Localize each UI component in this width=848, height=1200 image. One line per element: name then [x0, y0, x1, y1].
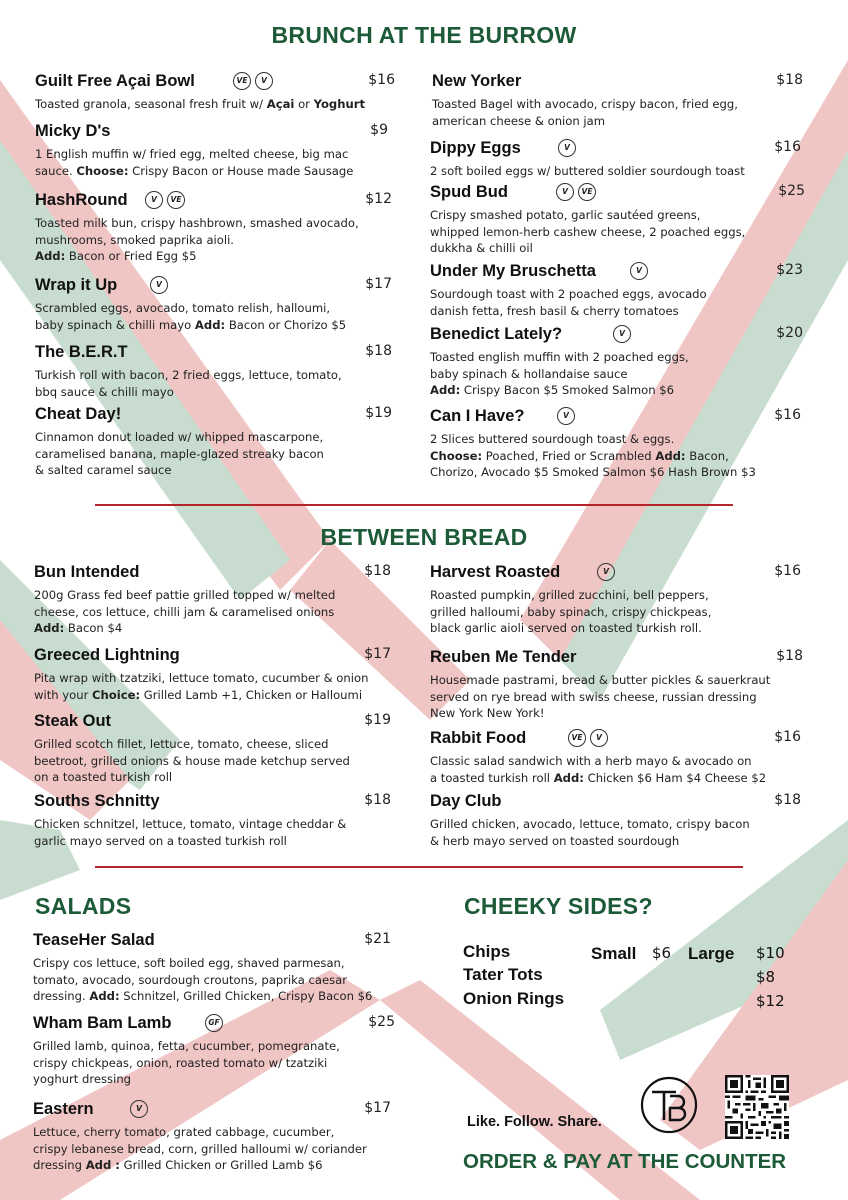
menu-item-price: $25: [368, 1014, 395, 1030]
description-line: [430, 705, 803, 722]
menu-item-name: Eastern: [33, 1100, 94, 1118]
description-text: Scrambled eggs, avocado, tomato relish, halloumi,: [35, 301, 331, 315]
description-line: [34, 736, 391, 753]
description-text: Toasted granola, seasonal fresh fruit w/: [35, 97, 267, 111]
menu-item-description: [33, 955, 391, 1005]
menu-item-name: Harvest Roasted: [430, 563, 561, 581]
menu-item-header: [430, 407, 801, 427]
menu-item-header: [35, 343, 392, 363]
menu-item-price: $16: [774, 139, 801, 155]
description-line: [430, 816, 801, 833]
dietary-badges: [568, 729, 612, 747]
menu-item: [34, 712, 391, 786]
side-price-small: $6: [652, 944, 672, 962]
menu-item-price: $16: [774, 563, 801, 579]
menu-item-price: $17: [365, 276, 392, 292]
menu-item-description: [33, 1038, 395, 1088]
description-line: [34, 620, 391, 637]
description-line: [34, 604, 391, 621]
dietary-badge-gf-icon: GF: [205, 1014, 223, 1032]
description-text: tomato, avocado, sourdough croutons, paprika caesar: [33, 972, 348, 987]
description-line: [34, 753, 391, 770]
description-text: Crispy cos lettuce, soft boiled egg, shaved parmesan,: [33, 956, 345, 970]
description-line: [430, 224, 805, 241]
description-text: Schnitzel, Grilled Chicken, Crispy Bacon $6: [119, 989, 373, 1003]
menu-item: [34, 792, 391, 849]
menu-item-name: Bun Intended: [34, 563, 140, 581]
menu-item-price: $19: [365, 405, 392, 421]
dietary-badges: [145, 191, 189, 209]
divider-line-1: [95, 504, 733, 506]
menu-item-price: $16: [368, 72, 395, 88]
description-text: Chicken $6 Ham $4 Cheese $2: [583, 770, 767, 785]
description-text: dressing: [33, 1158, 86, 1172]
menu-item-description: [35, 367, 392, 400]
description-line: [430, 431, 801, 448]
menu-item-name: Wham Bam Lamb: [33, 1014, 172, 1032]
menu-item: [34, 646, 391, 703]
menu-item-description: [430, 431, 801, 481]
description-line: [430, 163, 801, 180]
description-text: Turkish roll with bacon, 2 fried eggs, lettuce, tomato,: [35, 368, 342, 382]
menu-item-description: [430, 286, 803, 319]
description-text: Bacon or Chorizo $5: [225, 317, 347, 332]
menu-item: [430, 729, 801, 786]
description-line: [35, 163, 388, 180]
menu-item-header: [430, 325, 803, 345]
description-line: [33, 1071, 395, 1088]
description-text: 2 Slices buttered sourdough toast & eggs.: [430, 432, 675, 446]
menu-item: [34, 563, 391, 637]
menu-item-header: [430, 729, 801, 749]
description-line: [35, 429, 392, 446]
description-line: [35, 96, 395, 113]
menu-item: [430, 262, 803, 319]
description-text: a toasted turkish roll: [430, 770, 554, 785]
menu-item: [33, 931, 391, 1005]
description-line: [33, 1157, 391, 1174]
menu-item: [33, 1014, 395, 1088]
menu-item-description: [34, 816, 391, 849]
description-line: [33, 1038, 395, 1055]
description-text: yoghurt dressing: [33, 1072, 132, 1086]
dietary-badge-ve-icon: VE: [167, 191, 185, 209]
menu-item-header: [430, 262, 803, 282]
menu-item-name: Under My Bruschetta: [430, 262, 596, 280]
description-line: [33, 1055, 395, 1072]
menu-item: [35, 405, 392, 479]
menu-item: [430, 407, 801, 481]
description-line: [35, 232, 392, 249]
menu-item-description: [432, 96, 803, 129]
menu-item: [430, 325, 803, 399]
menu-item-name: Wrap it Up: [35, 276, 118, 294]
dietary-badge-v-icon: V: [613, 325, 631, 343]
description-text: Crispy Bacon $5 Smoked Salmon $6: [460, 383, 675, 397]
description-line: [430, 604, 801, 621]
description-line: [430, 240, 805, 257]
description-line: [35, 462, 392, 479]
menu-item-name: HashRound: [35, 191, 128, 209]
menu-item-name: Can I Have?: [430, 407, 525, 425]
description-text: Toasted english muffin with 2 poached eggs,: [430, 350, 689, 364]
description-text: or: [294, 97, 314, 111]
description-bold-text: Add:: [89, 989, 120, 1003]
description-text: Housemade pastrami, bread & butter pickles & sauerkraut: [430, 673, 771, 687]
description-bold-text: Choice:: [92, 687, 141, 702]
description-text: Crispy smashed potato, garlic sautéed greens,: [430, 208, 701, 222]
dietary-badge-v-icon: V: [150, 276, 168, 294]
menu-item-description: [430, 753, 801, 786]
tbc-logo: [640, 1076, 698, 1134]
description-text: danish fetta, fresh basil & cherry tomatoes: [430, 303, 679, 318]
description-text: Crispy Bacon or House made Sausage: [128, 163, 354, 178]
description-text: & herb mayo served on toasted sourdough: [430, 833, 680, 848]
menu-item-header: [34, 646, 391, 666]
menu-item-name: Dippy Eggs: [430, 139, 521, 157]
description-line: [430, 286, 803, 303]
description-text: baby spinach & hollandaise sauce: [430, 366, 628, 381]
description-text: cheese, cos lettuce, chilli jam & caramelised onions: [34, 604, 335, 619]
description-text: 200g Grass fed beef pattie grilled topped w/ melted: [34, 588, 336, 602]
description-text: with your: [34, 687, 93, 702]
description-line: [430, 770, 801, 787]
menu-item: [35, 122, 388, 179]
description-line: [35, 367, 392, 384]
description-text: bbq sauce & chilli mayo: [35, 384, 174, 399]
menu-item-header: [430, 792, 801, 812]
menu-item-description: [35, 215, 392, 265]
description-line: [430, 349, 803, 366]
description-line: [430, 689, 803, 706]
divider-line-2: [95, 866, 743, 868]
menu-item-description: [33, 1124, 391, 1174]
menu-item-description: [35, 146, 388, 179]
description-line: [34, 816, 391, 833]
dietary-badge-v-icon: V: [557, 407, 575, 425]
menu-item: [430, 792, 801, 849]
dietary-badges: [130, 1100, 152, 1118]
side-name-chips: Chips: [463, 942, 511, 961]
menu-item-header: [430, 648, 803, 668]
description-text: beetroot, grilled onions & house made ketchup served: [34, 753, 350, 768]
description-text: 1 English muffin w/ fried egg, melted cheese, big mac: [35, 147, 349, 161]
description-line: [430, 753, 801, 770]
dietary-badges: [557, 407, 579, 425]
menu-item-description: [430, 207, 805, 257]
menu-item-description: [430, 349, 803, 399]
menu-item-price: $17: [364, 646, 391, 662]
description-text: crispy chickpeas, onion, roasted tomato w/ tzatziki: [33, 1055, 328, 1070]
menu-item-header: [33, 1014, 395, 1034]
dietary-badge-v-icon: V: [558, 139, 576, 157]
description-line: [35, 317, 392, 334]
description-text: on a toasted turkish roll: [34, 770, 173, 784]
menu-item-header: [430, 139, 801, 159]
description-text: Grilled Chicken or Grilled Lamb $6: [119, 1158, 323, 1172]
description-bold-text: Add:: [430, 383, 461, 397]
description-line: [430, 448, 801, 465]
menu-item-name: Reuben Me Tender: [430, 648, 577, 666]
description-bold-text: Yoghurt: [313, 97, 365, 111]
menu-item-header: [35, 122, 388, 142]
menu-item-price: $16: [774, 407, 801, 423]
menu-item-name: Souths Schnitty: [34, 792, 160, 810]
dietary-badge-ve-icon: VE: [568, 729, 586, 747]
description-line: [33, 972, 391, 989]
description-text: mushrooms, smoked paprika aioli.: [35, 232, 234, 247]
order-at-counter-banner: ORDER & PAY AT THE COUNTER: [463, 1150, 787, 1173]
menu-item-header: [33, 931, 391, 951]
description-line: [430, 382, 803, 399]
description-line: [430, 303, 803, 320]
description-line: [432, 113, 803, 130]
description-text: & salted caramel sauce: [35, 463, 172, 477]
menu-item-header: [35, 191, 392, 211]
description-text: Sourdough toast with 2 poached eggs, avocado: [430, 287, 707, 301]
description-text: Chorizo, Avocado $5 Smoked Salmon $6 Hash Brown $3: [430, 465, 756, 479]
description-line: [430, 207, 805, 224]
description-bold-text: Add:: [35, 249, 66, 263]
description-line: [430, 464, 801, 481]
dietary-badge-v-icon: V: [130, 1100, 148, 1118]
description-line: [34, 687, 391, 704]
menu-item-header: [432, 72, 803, 92]
description-text: Bacon $4: [64, 621, 123, 635]
description-text: black garlic aioli served on toasted turkish roll.: [430, 621, 702, 635]
description-text: Chicken schnitzel, lettuce, tomato, vintage cheddar &: [34, 817, 347, 831]
menu-item: [35, 191, 392, 265]
menu-item-description: [34, 670, 391, 703]
description-line: [430, 833, 801, 850]
description-text: whipped lemon-herb cashew cheese, 2 poached eggs,: [430, 224, 746, 239]
dietary-badge-v-icon: V: [255, 72, 273, 90]
menu-item-price: $21: [364, 931, 391, 947]
section-title-between-bread: BETWEEN BREAD: [320, 524, 528, 550]
dietary-badges: [556, 183, 600, 201]
menu-item-name: Micky D's: [35, 122, 111, 140]
menu-item-header: [35, 405, 392, 425]
menu-item-description: [430, 672, 803, 722]
description-text: Poached, Fried or Scrambled: [482, 448, 656, 463]
dietary-badges: [150, 276, 172, 294]
menu-item-price: $18: [774, 792, 801, 808]
description-bold-text: Add :: [85, 1158, 120, 1172]
description-line: [432, 96, 803, 113]
description-text: baby spinach & chilli mayo: [35, 317, 195, 332]
description-text: Bacon,: [685, 448, 729, 463]
menu-item-price: $18: [364, 792, 391, 808]
menu-item: [430, 183, 805, 257]
description-line: [35, 146, 388, 163]
description-line: [430, 620, 801, 637]
description-line: [34, 670, 391, 687]
menu-item-price: $9: [370, 122, 388, 138]
description-text: Toasted milk bun, crispy hashbrown, smashed avocado,: [35, 216, 359, 230]
menu-item-price: $16: [774, 729, 801, 745]
dietary-badges: [233, 72, 277, 90]
menu-item: [35, 72, 395, 113]
qr-code[interactable]: [725, 1075, 789, 1139]
dietary-badges: [630, 262, 652, 280]
menu-item: [430, 648, 803, 722]
menu-item-name: Guilt Free Açai Bowl: [35, 72, 195, 90]
menu-item-price: $17: [364, 1100, 391, 1116]
description-text: Roasted pumpkin, grilled zucchini, bell peppers,: [430, 588, 709, 602]
menu-item-description: [35, 429, 392, 479]
description-text: Grilled lamb, quinoa, fetta, cucumber, pomegranate,: [33, 1039, 340, 1053]
menu-item-price: $18: [776, 648, 803, 664]
description-text: Toasted Bagel with avocado, crispy bacon, fried egg,: [432, 97, 738, 111]
menu-item-description: [430, 163, 801, 180]
description-text: crispy lebanese bread, corn, grilled halloumi w/ coriander: [33, 1141, 367, 1156]
description-line: [430, 587, 801, 604]
section-title-salads: SALADS: [35, 893, 132, 919]
menu-item: [432, 72, 803, 129]
menu-item-header: [34, 792, 391, 812]
menu-item-header: [35, 276, 392, 296]
description-bold-text: Choose:: [76, 163, 129, 178]
description-text: Bacon or Fried Egg $5: [65, 249, 197, 263]
menu-item: [35, 276, 392, 333]
description-line: [35, 248, 392, 265]
dietary-badges: [205, 1014, 227, 1032]
menu-item-description: [34, 587, 391, 637]
description-text: Classic salad sandwich with a herb mayo & avocado on: [430, 754, 752, 768]
dietary-badge-ve-icon: VE: [578, 183, 596, 201]
description-line: [430, 366, 803, 383]
description-text: american cheese & onion jam: [432, 113, 606, 128]
side-name-onion-rings: Onion Rings: [463, 989, 565, 1008]
menu-item: [430, 139, 801, 180]
description-bold-text: Add:: [655, 448, 686, 463]
description-text: Pita wrap with tzatziki, lettuce tomato, cucumber & onion: [34, 671, 369, 685]
menu-item-description: [34, 736, 391, 786]
section-title-sides: CHEEKY SIDES?: [464, 893, 653, 919]
description-text: garlic mayo served on a toasted turkish roll: [34, 833, 287, 848]
menu-item-name: New Yorker: [432, 72, 522, 90]
section-title-brunch: BRUNCH AT THE BURROW: [271, 22, 577, 48]
description-text: sauce.: [35, 163, 77, 178]
description-text: dressing.: [33, 989, 90, 1003]
description-line: [35, 446, 392, 463]
menu-item-price: $18: [365, 343, 392, 359]
menu-item-header: [35, 72, 395, 92]
menu-item-price: $12: [365, 191, 392, 207]
description-line: [34, 587, 391, 604]
description-text: Grilled scotch fillet, lettuce, tomato, cheese, sliced: [34, 737, 329, 751]
menu-item-price: $23: [776, 262, 803, 278]
dietary-badge-v-icon: V: [556, 183, 574, 201]
description-text: Grilled chicken, avocado, lettuce, tomato, crispy bacon: [430, 817, 750, 831]
menu-item-header: [430, 183, 805, 203]
description-line: [35, 300, 392, 317]
side-price-large: $10: [756, 944, 785, 962]
side-price-tater-tots: $8: [756, 968, 776, 986]
menu-item-name: TeaseHer Salad: [33, 931, 155, 949]
side-name-tater-tots: Tater Tots: [463, 965, 543, 984]
menu-item-name: Benedict Lately?: [430, 325, 563, 343]
description-text: Lettuce, cherry tomato, grated cabbage, cucumber,: [33, 1125, 335, 1139]
description-bold-text: Add:: [194, 317, 226, 332]
description-bold-text: Choose:: [430, 448, 483, 463]
menu-item-name: Steak Out: [34, 712, 112, 730]
description-line: [430, 672, 803, 689]
menu-item-description: [430, 587, 801, 637]
menu-item-header: [34, 563, 391, 583]
description-text: 2 soft boiled eggs w/ buttered soldier sourdough toast: [430, 164, 745, 178]
description-text: Cinnamon donut loaded w/ whipped mascarpone,: [35, 430, 324, 444]
description-line: [33, 1124, 391, 1141]
menu-item-price: $20: [776, 325, 803, 341]
sides-list: [463, 940, 793, 1020]
dietary-badge-v-icon: V: [630, 262, 648, 280]
description-line: [35, 384, 392, 401]
menu-item-name: The B.E.R.T: [35, 343, 128, 361]
dietary-badge-v-icon: V: [597, 563, 615, 581]
menu-item: [35, 343, 392, 400]
menu-item-price: $25: [778, 183, 805, 199]
social-tagline: Like. Follow. Share.: [467, 1114, 602, 1130]
description-text: New York New York!: [430, 706, 545, 720]
description-bold-text: Add:: [553, 770, 584, 785]
description-line: [33, 988, 391, 1005]
menu-item-name: Spud Bud: [430, 183, 508, 201]
description-text: Grilled Lamb +1, Chicken or Halloumi: [140, 687, 363, 702]
menu-item-header: [33, 1100, 391, 1120]
dietary-badges: [613, 325, 635, 343]
menu-item: [33, 1100, 391, 1174]
menu-item-header: [34, 712, 391, 732]
dietary-badges: [597, 563, 619, 581]
menu-item-description: [35, 300, 392, 333]
menu-item-name: Day Club: [430, 792, 502, 810]
menu-item-price: $19: [364, 712, 391, 728]
description-bold-text: Açai: [266, 97, 295, 111]
menu-item-description: [430, 816, 801, 849]
menu-item-header: [430, 563, 801, 583]
description-text: caramelised banana, maple-glazed streaky bacon: [35, 446, 324, 461]
description-text: served on rye bread with swiss cheese, russian dressing: [430, 689, 757, 704]
description-line: [34, 769, 391, 786]
menu-item-description: [35, 96, 395, 113]
menu-item-price: $18: [776, 72, 803, 88]
description-bold-text: Add:: [34, 621, 65, 635]
dietary-badge-v-icon: V: [145, 191, 163, 209]
menu-item-name: Rabbit Food: [430, 729, 527, 747]
description-line: [33, 955, 391, 972]
menu-item-name: Cheat Day!: [35, 405, 122, 423]
side-label-large: Large: [688, 944, 735, 963]
dietary-badges: [558, 139, 580, 157]
side-label-small: Small: [591, 944, 637, 963]
side-price-onion-rings: $12: [756, 992, 785, 1010]
menu-item-price: $18: [364, 563, 391, 579]
description-line: [34, 833, 391, 850]
description-text: dukkha & chilli oil: [430, 241, 533, 255]
menu-item: [430, 563, 801, 637]
menu-item-name: Greeced Lightning: [34, 646, 180, 664]
dietary-badge-ve-icon: VE: [233, 72, 251, 90]
dietary-badge-v-icon: V: [590, 729, 608, 747]
description-line: [35, 215, 392, 232]
description-line: [33, 1141, 391, 1158]
description-text: grilled halloumi, baby spinach, crispy chickpeas,: [430, 604, 712, 619]
